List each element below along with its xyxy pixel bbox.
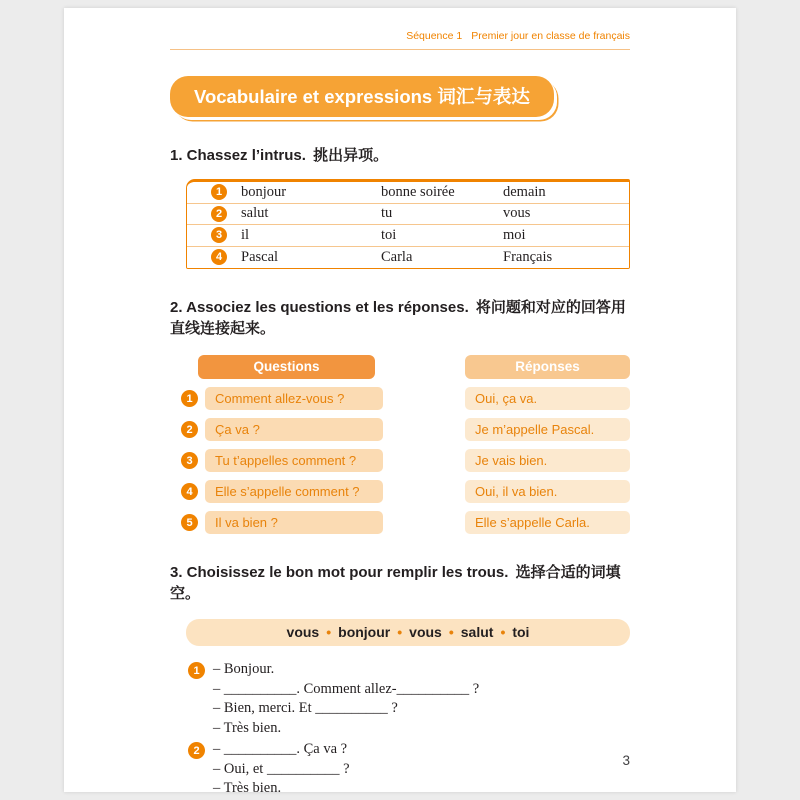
bullet-separator: • — [500, 624, 506, 640]
dialog-line: – Très bien. — [213, 780, 282, 796]
exercise-2-title — [170, 296, 630, 338]
table-cell: salut — [241, 205, 269, 222]
exercise-3-title — [170, 561, 630, 603]
dialog-lines — [213, 740, 350, 799]
word-bank — [186, 619, 630, 646]
row-number-badge: 2 — [181, 421, 198, 438]
dialog-1 — [188, 660, 630, 738]
dialog-number-badge: 2 — [188, 742, 205, 759]
row-number-badge: 1 — [211, 184, 227, 200]
match-headers — [170, 355, 630, 379]
table-cell: il — [241, 226, 250, 243]
exercise-2-title-zh: 将问题和对应的回答用直线连接起来。 — [170, 299, 626, 337]
exercise-3-title-zh: 选择合适的词填空。 — [170, 564, 621, 602]
table-cell: bonne soirée — [381, 183, 455, 200]
questions-column-header: Questions — [198, 355, 375, 379]
exercise-3-title-fr: 3. Choisissez le bon mot pour remplir les trous. — [170, 564, 509, 581]
bullet-separator: • — [448, 624, 454, 640]
table-row — [187, 225, 629, 247]
textbook-page — [64, 8, 736, 796]
dialog-line: – Oui, et __________ ? — [213, 760, 350, 777]
table-cell: demain — [503, 183, 546, 200]
sequence-label: Séquence 1 — [406, 30, 463, 42]
word-bank-word: bonjour — [338, 624, 391, 640]
word-bank-word: salut — [460, 624, 494, 640]
responses-column-header: Réponses — [465, 355, 630, 379]
section-banner: Vocabulaire et expressions 词汇与表达 — [170, 76, 554, 117]
dialog-line: – Bien, merci. Et __________ ? — [213, 700, 398, 716]
dialog-line: – Bonjour. — [213, 661, 275, 677]
question-box: Tu t’appelles comment ? — [205, 449, 383, 472]
intrus-table — [186, 179, 630, 269]
question-box: Il va bien ? — [205, 511, 383, 534]
row-number-badge: 2 — [211, 206, 227, 222]
page-number: 3 — [622, 753, 630, 768]
response-box: Je m’appelle Pascal. — [465, 418, 630, 441]
table-row — [187, 247, 629, 269]
running-head — [170, 8, 630, 42]
bullet-separator: • — [326, 624, 332, 640]
chapter-title: Premier jour en classe de français — [471, 30, 630, 42]
header-divider — [170, 49, 630, 50]
exercise-1-title-zh: 挑出异项。 — [313, 147, 389, 164]
exercise-2-title-fr: 2. Associez les questions et les réponses. — [170, 299, 469, 316]
dialog-lines — [213, 660, 479, 738]
banner-wrap — [170, 76, 630, 117]
row-number-badge: 1 — [181, 390, 198, 407]
row-number-badge: 3 — [211, 227, 227, 243]
dialog-line: – Très bien. — [213, 719, 282, 736]
exercise-1-title-fr: 1. Chassez l’intrus. — [170, 147, 306, 164]
question-box: Ça va ? — [205, 418, 383, 441]
response-box: Elle s’appelle Carla. — [465, 511, 630, 534]
table-cell: vous — [503, 205, 531, 222]
table-row — [187, 182, 629, 204]
table-cell: moi — [503, 226, 526, 243]
match-row — [170, 449, 630, 472]
response-box: Oui, il va bien. — [465, 480, 630, 503]
response-box: Je vais bien. — [465, 449, 630, 472]
response-box: Oui, ça va. — [465, 387, 630, 410]
match-row — [170, 511, 630, 534]
table-cell: toi — [381, 226, 397, 243]
table-cell: Français — [503, 248, 553, 265]
table-cell: tu — [381, 205, 393, 222]
bullet-separator: • — [397, 624, 403, 640]
row-number-badge: 4 — [181, 483, 198, 500]
exercise-1-title — [170, 144, 630, 165]
dialog-line: – __________. Comment allez-__________ ? — [213, 680, 480, 697]
question-box: Elle s’appelle comment ? — [205, 480, 383, 503]
table-cell: Carla — [381, 248, 413, 265]
word-bank-word: vous — [409, 624, 442, 640]
match-row — [170, 418, 630, 441]
table-row — [187, 204, 629, 226]
row-number-badge: 3 — [181, 452, 198, 469]
match-row — [170, 480, 630, 503]
match-row — [170, 387, 630, 410]
table-cell: Pascal — [241, 248, 279, 265]
table-cell: bonjour — [241, 183, 287, 200]
dialog-number-badge: 1 — [188, 662, 205, 679]
question-box: Comment allez-vous ? — [205, 387, 383, 410]
row-number-badge: 5 — [181, 514, 198, 531]
row-number-badge: 4 — [211, 249, 227, 265]
dialog-line: – __________. Ça va ? — [213, 741, 348, 757]
dialog-2 — [188, 740, 630, 799]
word-bank-word: toi — [512, 624, 530, 640]
word-bank-word: vous — [286, 624, 320, 640]
